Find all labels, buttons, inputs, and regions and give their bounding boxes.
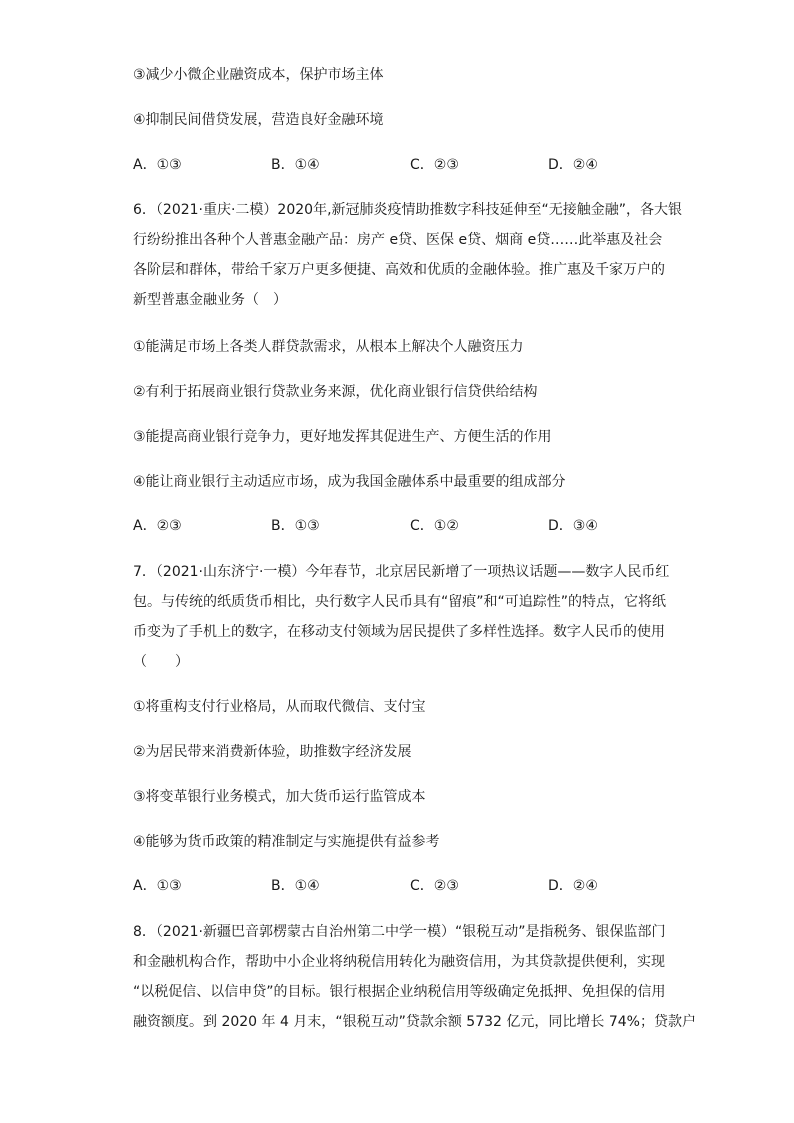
q6-option-b: B．①③ xyxy=(271,518,320,534)
q7-option-d: D．②④ xyxy=(548,878,598,894)
q7-stem-line-2: 包。与传统的纸质货币相比，央行数字人民币具有“留痕”和“可追踪性”的特点，它将纸 xyxy=(133,594,667,610)
q5-option-a: A．①③ xyxy=(133,157,182,173)
q6-stem-line-2: 行纷纷推出各种个人普惠金融产品：房产 e贷、医保 e贷、烟商 e贷……此举惠及社会 xyxy=(133,232,663,248)
q6-statement-2: ②有利于拓展商业银行贷款业务来源，优化商业银行信贷供给结构 xyxy=(133,384,538,400)
q7-statement-2: ②为居民带来消费新体验，助推数字经济发展 xyxy=(133,744,412,760)
q6-stem-line-3: 各阶层和群体，带给千家万户更多便捷、高效和优质的金融体验。推广惠及千家万户的 xyxy=(133,262,665,278)
q7-option-a: A．①③ xyxy=(133,878,182,894)
q7-statement-4: ④能够为货币政策的精准制定与实施提供有益参考 xyxy=(133,834,440,850)
q5-option-b: B．①④ xyxy=(271,157,320,173)
q7-stem-line-4: （ ） xyxy=(133,654,189,670)
q6-statement-3: ③能提高商业银行竞争力，更好地发挥其促进生产、方便生活的作用 xyxy=(133,429,552,445)
q8-stem-line-2: 和金融机构合作，帮助中小企业将纳税信用转化为融资信用，为其贷款提供便利，实现 xyxy=(133,954,665,970)
q5-option-c: C．②③ xyxy=(410,157,459,173)
q6-option-d: D．③④ xyxy=(548,518,598,534)
q8-stem-line-3: “以税促信、以信申贷”的目标。银行根据企业纳税信用等级确定免抵押、免担保的信用 xyxy=(133,984,666,1000)
q8-stem-line-1: 8．（2021·新疆巴音郭楞蒙古自治州第二中学一模）“银税互动”是指税务、银保监部门 xyxy=(133,924,666,940)
q7-stem-line-1: 7．（2021·山东济宁·一模）今年春节，北京居民新增了一项热议话题——数字人民币红 xyxy=(133,564,670,580)
q5-option-d: D．②④ xyxy=(548,157,598,173)
q6-statement-4: ④能让商业银行主动适应市场，成为我国金融体系中最重要的组成部分 xyxy=(133,474,566,490)
q7-option-b: B．①④ xyxy=(271,878,320,894)
q7-stem-line-3: 币变为了手机上的数字，在移动支付领域为居民提供了多样性选择。数字人民币的使用 xyxy=(133,624,665,640)
q6-stem-line-4: 新型普惠金融业务（ ） xyxy=(133,292,287,308)
q6-statement-1: ①能满足市场上各类人群贷款需求，从根本上解决个人融资压力 xyxy=(133,339,524,355)
q6-option-c: C．①② xyxy=(410,518,459,534)
q7-statement-3: ③将变革银行业务模式，加大货币运行监管成本 xyxy=(133,789,426,805)
q6-stem-line-1: 6．（2021·重庆·二模）2020年,新冠肺炎疫情助推数字科技延伸至“无接触金融”，各大银 xyxy=(133,202,683,218)
q5-statement-4: ④抑制民间借贷发展，营造良好金融环境 xyxy=(133,112,384,128)
q7-option-c: C．②③ xyxy=(410,878,459,894)
q5-statement-3: ③减少小微企业融资成本，保护市场主体 xyxy=(133,67,384,83)
q7-statement-1: ①将重构支付行业格局，从而取代微信、支付宝 xyxy=(133,699,426,715)
q6-option-a: A．②③ xyxy=(133,518,182,534)
q8-stem-line-4: 融资额度。到 2020 年 4 月末，“银税互动”贷款余额 5732 亿元，同比增长 74%；贷款户 xyxy=(133,1014,696,1030)
